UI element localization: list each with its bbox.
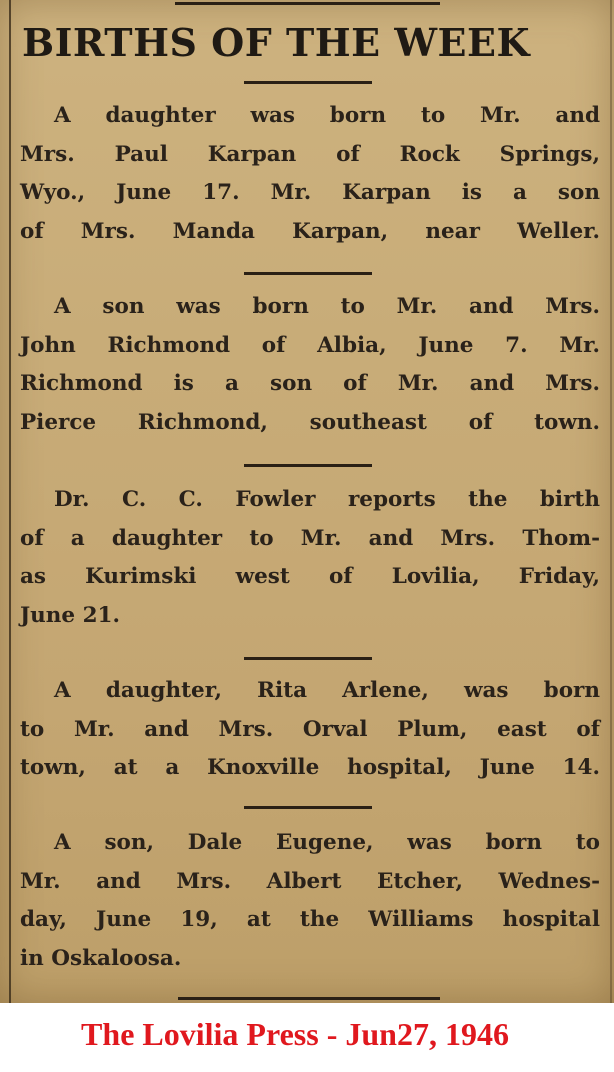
notice-line: Pierce Richmond, southeast of town. — [20, 409, 600, 435]
source-caption: The Lovilia Press - Jun27, 1946 — [81, 1016, 509, 1052]
notice-line: A daughter was born to Mr. and — [54, 103, 600, 128]
notice-line: in Oskaloosa. — [20, 945, 182, 971]
notice-line: town, at a Knoxville hospital, June 14. — [20, 755, 600, 780]
birth-notice-2 — [20, 288, 600, 442]
birth-notice-5 — [20, 824, 600, 978]
notice-line: A daughter, Rita Arlene, was born — [54, 678, 600, 703]
notice-line: to Mr. and Mrs. Orval Plum, east of — [20, 716, 600, 742]
notice-line: Dr. C. C. Fowler reports the birth — [54, 487, 600, 512]
notice-line: A son, Dale Eugene, was born to — [54, 830, 600, 855]
notice-line: John Richmond of Albia, June 7. Mr. — [20, 332, 600, 358]
bottom-rule — [178, 997, 440, 1000]
notice-line: of Mrs. Manda Karpan, near Weller. — [20, 218, 600, 244]
notice-line: Wyo., June 17. Mr. Karpan is a son — [20, 180, 600, 205]
notice-line: of a daughter to Mr. and Mrs. Thom- — [20, 525, 600, 551]
separator-rule — [244, 464, 372, 467]
notice-line: day, June 19, at the Williams hospital — [20, 907, 600, 932]
birth-notice-4 — [20, 672, 600, 788]
birth-notice-3 — [20, 481, 600, 635]
notice-line: A son was born to Mr. and Mrs. — [54, 294, 600, 319]
top-rule — [175, 2, 440, 5]
separator-rule — [244, 81, 372, 84]
column-border-right — [610, 0, 612, 1003]
separator-rule — [244, 272, 372, 275]
headline: BIRTHS OF THE WEEK — [22, 20, 530, 65]
notice-line: Mrs. Paul Karpan of Rock Springs, — [20, 141, 600, 167]
separator-rule — [244, 806, 372, 809]
birth-notice-1 — [20, 97, 600, 251]
separator-rule — [244, 657, 372, 660]
notice-line: as Kurimski west of Lovilia, Friday, — [20, 564, 600, 589]
column-border-left — [9, 0, 11, 1003]
notice-line: June 21. — [20, 602, 121, 628]
notice-line: Mr. and Mrs. Albert Etcher, Wednes- — [20, 868, 600, 894]
notice-line: Richmond is a son of Mr. and Mrs. — [20, 371, 600, 396]
